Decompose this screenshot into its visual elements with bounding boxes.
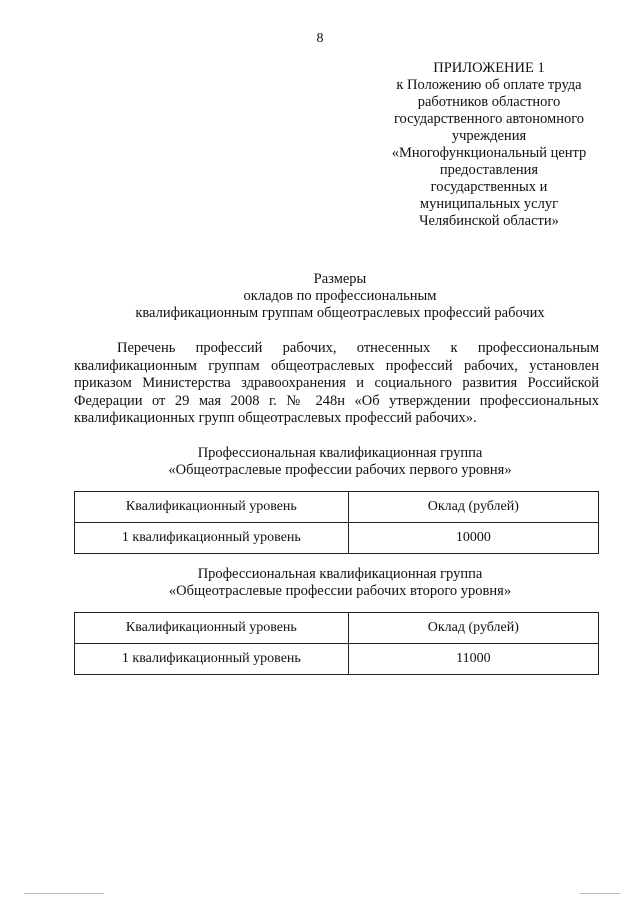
cell-level: 1 квалификационный уровень [75, 523, 349, 554]
document-title [60, 271, 620, 322]
intro-paragraph [74, 340, 599, 428]
header-salary: Оклад (рублей) [348, 492, 598, 523]
appendix-line: государственных и [430, 179, 548, 195]
appendix-line: учреждения [451, 128, 527, 144]
paragraph-line: Федерации от 29 мая 2008 г. № 248н «Об утверждении профессиональных [74, 392, 599, 409]
paragraph-line: квалификационных групп общеотраслевых профессий рабочих». [74, 410, 477, 426]
cell-level: 1 квалификационный уровень [75, 644, 349, 675]
table-header-row [75, 492, 599, 523]
appendix-title: ПРИЛОЖЕНИЕ 1 [433, 60, 545, 76]
header-salary: Оклад (рублей) [348, 613, 598, 644]
appendix-line: «Многофункциональный центр [391, 145, 587, 161]
appendix-line: работников областного [417, 94, 561, 110]
cell-salary: 11000 [348, 644, 598, 675]
group-title-line: Профессиональная квалификационная группа [197, 566, 483, 582]
table-header-row [75, 613, 599, 644]
group-title-line: «Общеотраслевые профессии рабочих первого уровня» [168, 462, 512, 478]
salary-table-second-level [74, 612, 599, 675]
paragraph-line: приказом Министерства здравоохранения и социального развития Российской [74, 375, 599, 391]
appendix-line: предоставления [439, 162, 539, 178]
appendix-line: Челябинской области» [419, 213, 559, 229]
title-line: квалификационным группам общеотраслевых профессий рабочих [135, 305, 545, 321]
group-title-line: «Общеотраслевые профессии рабочих второго уровня» [168, 583, 512, 599]
header-level: Квалификационный уровень [75, 613, 349, 644]
table-row [75, 523, 599, 554]
appendix-line: государственного автономного [393, 111, 585, 127]
appendix-line: муниципальных услуг [419, 196, 559, 212]
paragraph-line: Перечень профессий рабочих, отнесенных к профессиональным [117, 340, 599, 356]
title-line: Размеры [313, 271, 367, 287]
page-number: 8 [316, 31, 324, 46]
appendix-line: к Положению об оплате труда [396, 77, 582, 93]
title-line: окладов по профессиональным [243, 288, 437, 304]
scan-artifact [580, 893, 620, 894]
appendix-header [368, 60, 610, 230]
paragraph-line: квалификационным группам общеотраслевых профессий рабочих, установлен [74, 357, 599, 374]
header-level: Квалификационный уровень [75, 492, 349, 523]
scan-artifact [24, 893, 104, 894]
group-title-line: Профессиональная квалификационная группа [197, 445, 483, 461]
salary-table-first-level [74, 491, 599, 554]
group-title-second-level [60, 566, 620, 600]
group-title-first-level [60, 445, 620, 479]
cell-salary: 10000 [348, 523, 598, 554]
table-row [75, 644, 599, 675]
